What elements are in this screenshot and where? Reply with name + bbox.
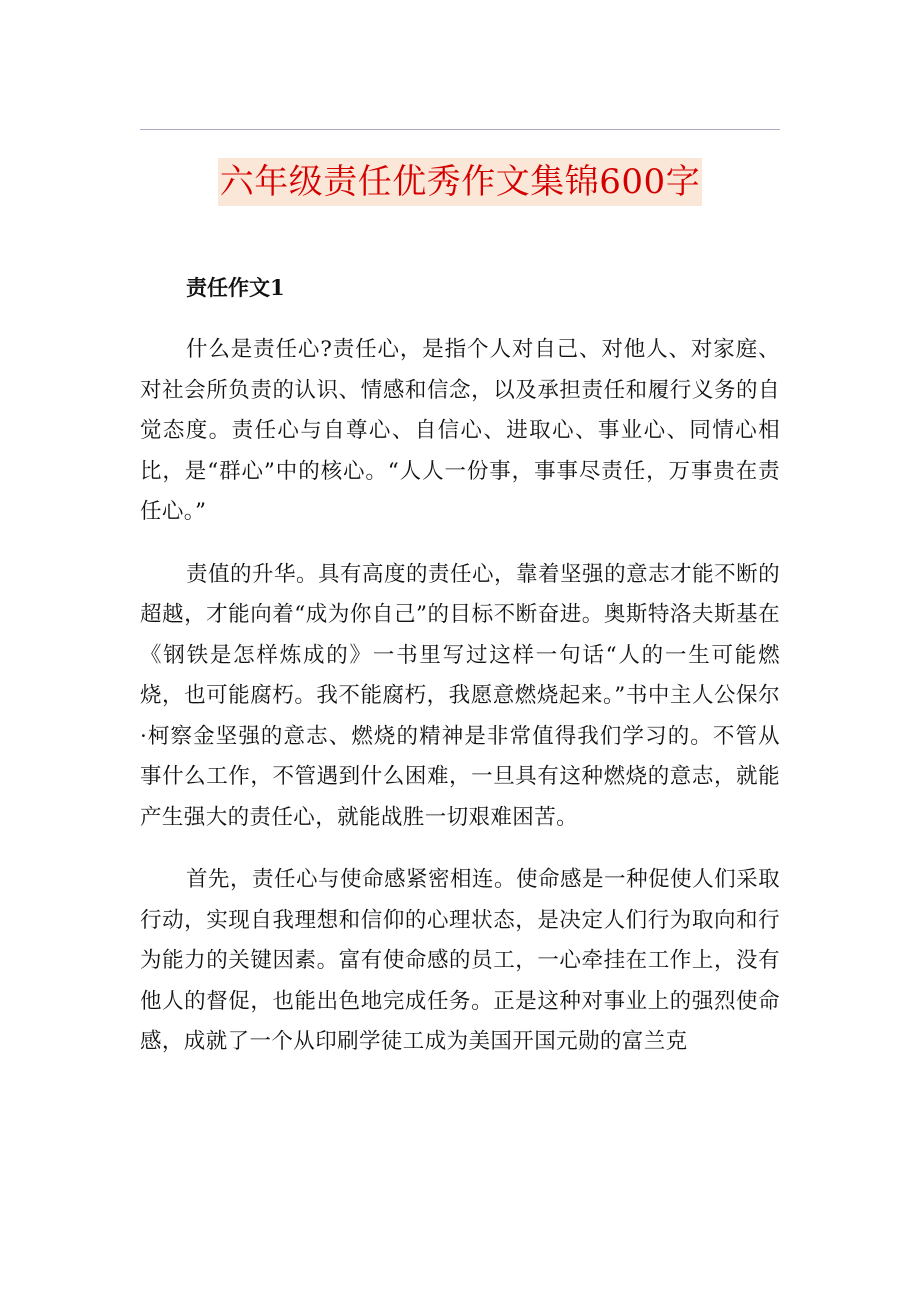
- paragraph-1: 什么是责任心?责任心，是指个人对自己、对他人、对家庭、对社会所负责的认识、情感和信念，以及承担责任和履行义务的自觉态度。责任心与自尊心、自信心、进取心、事业心、同情心相比，是“群心”中的核心。“人人一份事，事事尽责任，万事贵在责任心。”: [140, 337, 780, 524]
- document-title: 六年级责任优秀作文集锦600字: [218, 158, 702, 206]
- header-rule: [140, 129, 780, 130]
- section-heading: 责任作文1: [186, 275, 285, 300]
- document-body: [140, 268, 780, 1085]
- title-container: [0, 158, 920, 206]
- paragraph-2: 责值的升华。具有高度的责任心，靠着坚强的意志才能不断的超越，才能向着“成为你自己”的目标不断奋进。奥斯特洛夫斯基在《钢铁是怎样炼成的》一书里写过这样一句话“人的一生可能燃烧，也可能腐朽。我不能腐朽，我愿意燃烧起来。”书中主人公保尔·柯察金坚强的意志、燃烧的精神是非常值得我们学习的。不管从事什么工作，不管遇到什么困难，一旦具有这种燃烧的意志，就能产生强大的责任心，就能战胜一切艰难困苦。: [140, 561, 780, 830]
- paragraph-3: 首先，责任心与使命感紧密相连。使命感是一种促使人们采取行动，实现自我理想和信仰的心理状态，是决定人们行为取向和行为能力的关键因素。富有使命感的员工，一心牵挂在工作上，没有他人的督促，也能出色地完成任务。正是这种对事业上的强烈使命感，成就了一个从印刷学徒工成为美国开国元勋的富兰克: [140, 867, 780, 1054]
